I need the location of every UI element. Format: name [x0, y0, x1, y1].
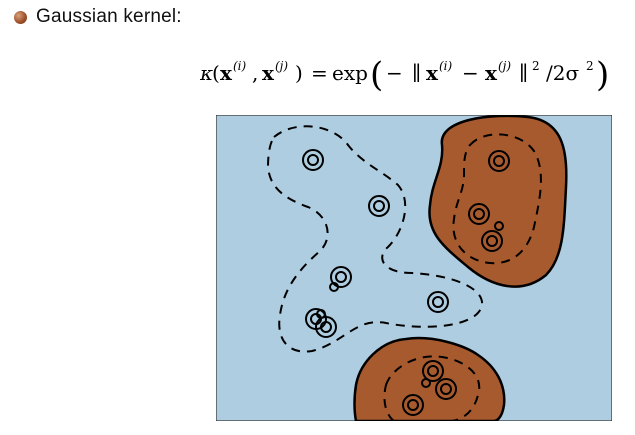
formula-inner-minus: − [462, 61, 479, 85]
formula-sup-j: (j) [275, 59, 289, 73]
formula-sup-i: (i) [233, 59, 247, 73]
formula-x-i: x [220, 61, 232, 85]
formula-sigma-power: 2 [586, 59, 594, 73]
formula-minus: − [386, 61, 403, 85]
formula-close-paren: ) [295, 61, 303, 85]
bullet-text: Gaussian kernel: [36, 6, 182, 27]
gaussian-kernel-formula [200, 46, 630, 102]
kernel-decision-diagram [216, 115, 612, 421]
formula-equals: = [311, 61, 328, 85]
formula-open-paren: ( [212, 61, 220, 85]
bullet-icon [14, 11, 27, 24]
formula-norm-x-j: x [485, 61, 497, 85]
formula-power: 2 [532, 59, 540, 73]
formula-exp: exp [332, 61, 368, 85]
formula-norm-open: ∥ [412, 61, 422, 85]
bullet-item [14, 6, 182, 28]
formula-norm-x-i: x [426, 61, 438, 85]
formula-norm-sup-j: (j) [498, 59, 512, 73]
formula-comma: , [252, 61, 259, 85]
formula-norm-sup-i: (i) [439, 59, 453, 73]
formula-kappa: κ [200, 61, 214, 85]
formula-div-text: /2σ [546, 61, 580, 85]
formula-big-close: ) [596, 55, 610, 95]
formula-x-j: x [262, 61, 274, 85]
formula-norm-close: ∥ [519, 61, 529, 85]
formula-big-open: ( [370, 55, 384, 95]
